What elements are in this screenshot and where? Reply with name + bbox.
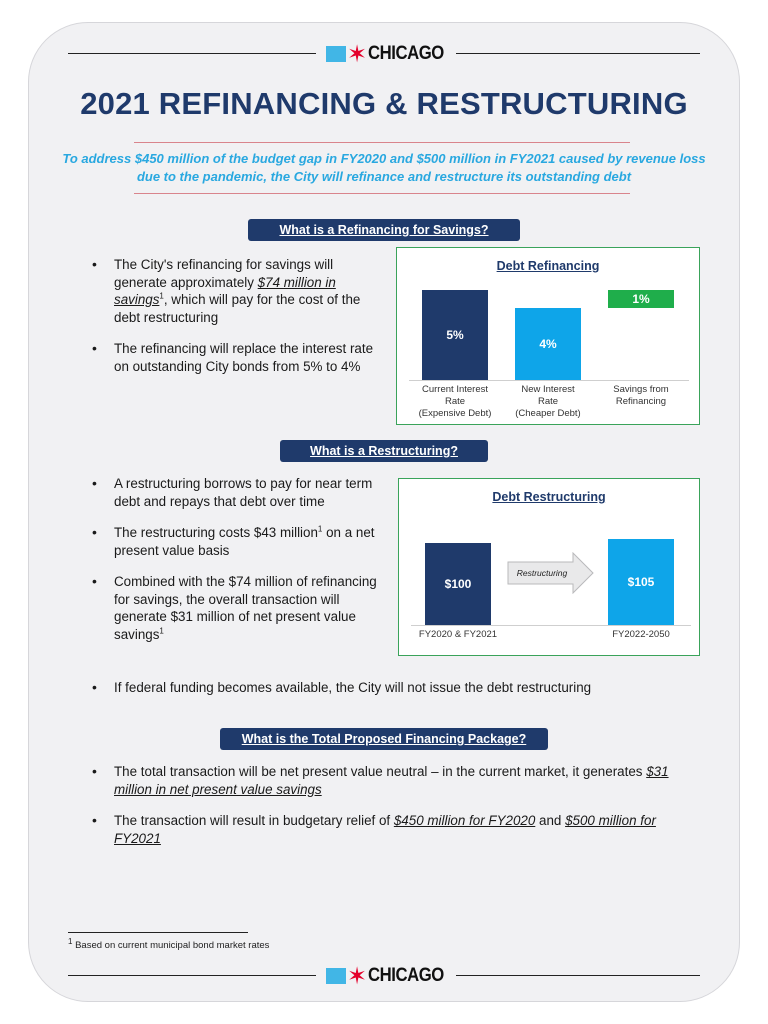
- section-heading-refinancing: What is a Refinancing for Savings?: [248, 219, 520, 241]
- category-label: Current Interest Rate (Expensive Debt): [418, 384, 492, 419]
- flag-square-icon: [326, 968, 346, 984]
- data-label: $100: [444, 577, 472, 592]
- chart-title: Debt Refinancing: [496, 259, 600, 273]
- footnote-text: Based on current municipal bond market rates: [75, 940, 270, 951]
- page-title: 2021 REFINANCING & RESTRUCTURING: [80, 86, 688, 121]
- brand-name: CHICAGO: [368, 965, 444, 986]
- footnote-marker: 1: [159, 626, 164, 636]
- header-rule-right: [456, 53, 700, 54]
- data-label: 4%: [539, 337, 557, 351]
- restructuring-bullets: [90, 475, 382, 657]
- list-item: • The total transaction will be net present value neutral – in the current market, it generates $31 million in net present value savings: [90, 763, 700, 798]
- bar-1: [422, 290, 488, 380]
- data-label: $105: [627, 575, 655, 589]
- financing-package-bullets: [90, 763, 700, 861]
- footer-rule-left: [68, 975, 316, 976]
- chicago-logo: [326, 964, 454, 988]
- data-label: 1%: [632, 292, 650, 306]
- list-item: • The restructuring costs $43 million$^1$ on a net present value basis: [90, 524, 382, 559]
- footer-rule-right: [456, 975, 700, 976]
- savings-highlight: $74 million in savings: [114, 274, 336, 307]
- footnote-marker: 1: [159, 291, 164, 301]
- chart-axis: [409, 380, 689, 381]
- arrow-label: Restructuring: [516, 568, 568, 578]
- fy2020-relief-highlight: $450 million for FY2020: [393, 813, 536, 828]
- fy2021-relief-highlight: $500 million for FY2021: [114, 813, 656, 846]
- bar-2: [608, 539, 674, 625]
- list-item: • The transaction will result in budgetary relief of $450 million for FY2020 and $500 million for FY2021: [90, 812, 700, 847]
- category-label: FY2022-2050: [612, 629, 670, 640]
- footnote: [68, 936, 270, 951]
- bar-1: [425, 543, 491, 625]
- red-star-icon: ✶: [347, 40, 368, 68]
- category-label: Savings from Refinancing: [613, 384, 669, 407]
- red-star-icon: ✶: [347, 962, 368, 990]
- footnote-marker: 1: [317, 524, 323, 534]
- footnote-marker: 1: [68, 936, 73, 946]
- footer-brand-row: [68, 964, 700, 988]
- bar-3: [608, 290, 674, 308]
- footnote-rule: [68, 932, 248, 933]
- section-heading-restructuring: What is a Restructuring?: [280, 440, 488, 462]
- npv-savings-highlight: $31 million in net present value savings: [114, 764, 669, 797]
- bar-2: [515, 308, 581, 380]
- restructuring-bullets-wide: [90, 679, 710, 711]
- title-divider-bottom: [134, 193, 630, 194]
- debt-restructuring-chart: [398, 478, 700, 656]
- section-heading-financing-package: What is the Total Proposed Financing Package?: [220, 728, 548, 750]
- header-brand-row: [68, 42, 700, 66]
- brand-name: CHICAGO: [368, 43, 444, 64]
- chicago-logo: [326, 42, 454, 66]
- list-item: • Combined with the $74 million of refinancing for savings, the overall transaction will generate $31 million of net present value savings$^1$: [90, 573, 382, 643]
- data-label: 5%: [446, 328, 464, 342]
- category-label: New Interest Rate (Cheaper Debt): [515, 384, 581, 419]
- chart-title: Debt Restructuring: [492, 490, 606, 504]
- flag-square-icon: [326, 46, 346, 62]
- debt-refinancing-chart: [396, 247, 700, 425]
- chart-axis: [411, 625, 691, 626]
- list-item: • The City's refinancing for savings will generate approximately $74 million in savings$^1$, which will pay for the cost of the debt restructuring: [90, 256, 380, 326]
- title-divider-top: [134, 142, 630, 143]
- list-item: • If federal funding becomes available, the City will not issue the debt restructuring: [90, 679, 710, 697]
- refinancing-bullets: [90, 256, 380, 389]
- list-item: • The refinancing will replace the interest rate on outstanding City bonds from 5% to 4%: [90, 340, 380, 375]
- category-label: FY2020 & FY2021: [418, 629, 498, 640]
- page-subtitle: To address $450 million of the budget gap in FY2020 and $500 million in FY2021 caused by revenue loss due to the pandemic, the City will refinance and restructure its outstanding debt: [62, 151, 706, 184]
- list-item: • A restructuring borrows to pay for near term debt and repays that debt over time: [90, 475, 382, 510]
- header-rule-left: [68, 53, 316, 54]
